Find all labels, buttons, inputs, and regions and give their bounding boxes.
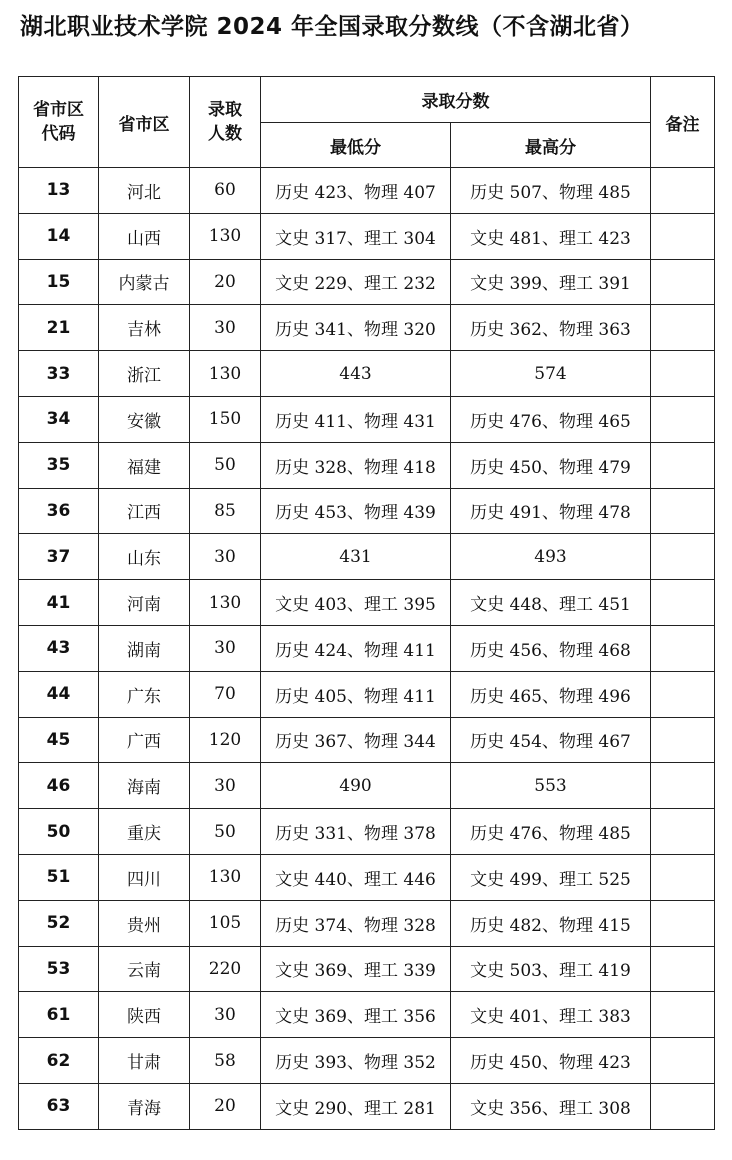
admit-count-cell: 105	[190, 900, 261, 946]
table-row	[19, 992, 715, 1038]
province-cell: 吉林	[99, 305, 190, 351]
max-score-cell: 历史 491、物理 478	[451, 488, 651, 534]
province-cell: 河南	[99, 580, 190, 626]
min-score-cell: 文史 440、理工 446	[261, 854, 451, 900]
note-cell	[651, 488, 715, 534]
max-score-cell: 文史 399、理工 391	[451, 259, 651, 305]
province-code-cell: 14	[19, 213, 99, 259]
table-row	[19, 763, 715, 809]
header-score-group: 录取分数	[261, 77, 651, 123]
province-cell: 云南	[99, 946, 190, 992]
note-cell	[651, 992, 715, 1038]
note-cell	[651, 534, 715, 580]
province-cell: 贵州	[99, 900, 190, 946]
max-score-cell: 文史 356、理工 308	[451, 1083, 651, 1129]
admit-count-cell: 30	[190, 625, 261, 671]
province-code-cell: 63	[19, 1083, 99, 1129]
note-cell	[651, 305, 715, 351]
admit-count-cell: 220	[190, 946, 261, 992]
table-row	[19, 809, 715, 855]
table-row	[19, 717, 715, 763]
max-score-cell: 文史 481、理工 423	[451, 213, 651, 259]
max-score-cell: 文史 499、理工 525	[451, 854, 651, 900]
max-score-cell: 553	[451, 763, 651, 809]
note-cell	[651, 671, 715, 717]
min-score-cell: 历史 341、物理 320	[261, 305, 451, 351]
note-cell	[651, 763, 715, 809]
max-score-cell: 文史 503、理工 419	[451, 946, 651, 992]
admit-count-cell: 20	[190, 1083, 261, 1129]
min-score-cell: 文史 403、理工 395	[261, 580, 451, 626]
admit-count-cell: 150	[190, 396, 261, 442]
admit-count-cell: 130	[190, 351, 261, 397]
min-score-cell: 431	[261, 534, 451, 580]
province-cell: 安徽	[99, 396, 190, 442]
note-cell	[651, 168, 715, 214]
table-row	[19, 305, 715, 351]
table-row	[19, 946, 715, 992]
table-row	[19, 442, 715, 488]
min-score-cell: 文史 229、理工 232	[261, 259, 451, 305]
admit-count-cell: 130	[190, 854, 261, 900]
admit-count-cell: 85	[190, 488, 261, 534]
admit-count-cell: 130	[190, 580, 261, 626]
table-row	[19, 1083, 715, 1129]
max-score-cell: 历史 476、物理 465	[451, 396, 651, 442]
max-score-cell: 历史 450、物理 479	[451, 442, 651, 488]
note-cell	[651, 900, 715, 946]
admit-count-cell: 30	[190, 305, 261, 351]
admit-count-cell: 20	[190, 259, 261, 305]
note-cell	[651, 809, 715, 855]
note-cell	[651, 1083, 715, 1129]
admit-count-cell: 120	[190, 717, 261, 763]
note-cell	[651, 946, 715, 992]
province-code-cell: 41	[19, 580, 99, 626]
province-cell: 四川	[99, 854, 190, 900]
province-cell: 山西	[99, 213, 190, 259]
header-admit-count	[190, 77, 261, 168]
province-code-cell: 53	[19, 946, 99, 992]
table-row	[19, 625, 715, 671]
province-code-cell: 13	[19, 168, 99, 214]
note-cell	[651, 1038, 715, 1084]
min-score-cell: 历史 328、物理 418	[261, 442, 451, 488]
admit-count-cell: 60	[190, 168, 261, 214]
province-cell: 陕西	[99, 992, 190, 1038]
table-row	[19, 580, 715, 626]
province-cell: 浙江	[99, 351, 190, 397]
table-row	[19, 1038, 715, 1084]
max-score-cell: 493	[451, 534, 651, 580]
table-row	[19, 671, 715, 717]
page-title: 湖北职业技术学院 2024 年全国录取分数线（不含湖北省）	[20, 14, 644, 40]
province-cell: 海南	[99, 763, 190, 809]
table-row	[19, 351, 715, 397]
header-province-code-label: 省市区 代码	[33, 100, 84, 144]
max-score-cell: 历史 507、物理 485	[451, 168, 651, 214]
max-score-cell: 历史 362、物理 363	[451, 305, 651, 351]
province-cell: 重庆	[99, 809, 190, 855]
note-cell	[651, 213, 715, 259]
min-score-cell: 历史 424、物理 411	[261, 625, 451, 671]
header-province-code	[19, 77, 99, 168]
note-cell	[651, 259, 715, 305]
max-score-cell: 文史 448、理工 451	[451, 580, 651, 626]
table-row	[19, 854, 715, 900]
note-cell	[651, 351, 715, 397]
province-code-cell: 21	[19, 305, 99, 351]
note-cell	[651, 580, 715, 626]
province-code-cell: 35	[19, 442, 99, 488]
header-note: 备注	[651, 77, 715, 168]
province-code-cell: 52	[19, 900, 99, 946]
province-cell: 福建	[99, 442, 190, 488]
province-code-cell: 33	[19, 351, 99, 397]
max-score-cell: 历史 454、物理 467	[451, 717, 651, 763]
min-score-cell: 历史 405、物理 411	[261, 671, 451, 717]
admission-scores-table	[18, 76, 715, 1130]
province-cell: 河北	[99, 168, 190, 214]
province-code-cell: 45	[19, 717, 99, 763]
max-score-cell: 历史 482、物理 415	[451, 900, 651, 946]
province-cell: 广西	[99, 717, 190, 763]
table-row	[19, 396, 715, 442]
province-code-cell: 50	[19, 809, 99, 855]
max-score-cell: 文史 401、理工 383	[451, 992, 651, 1038]
table-row	[19, 213, 715, 259]
province-cell: 山东	[99, 534, 190, 580]
min-score-cell: 490	[261, 763, 451, 809]
province-code-cell: 15	[19, 259, 99, 305]
admit-count-cell: 30	[190, 763, 261, 809]
province-code-cell: 43	[19, 625, 99, 671]
province-cell: 湖南	[99, 625, 190, 671]
admit-count-cell: 30	[190, 992, 261, 1038]
province-code-cell: 62	[19, 1038, 99, 1084]
min-score-cell: 历史 453、物理 439	[261, 488, 451, 534]
province-code-cell: 51	[19, 854, 99, 900]
table-row	[19, 259, 715, 305]
table-row	[19, 900, 715, 946]
min-score-cell: 历史 411、物理 431	[261, 396, 451, 442]
province-code-cell: 61	[19, 992, 99, 1038]
note-cell	[651, 442, 715, 488]
admit-count-cell: 130	[190, 213, 261, 259]
min-score-cell: 文史 290、理工 281	[261, 1083, 451, 1129]
province-code-cell: 44	[19, 671, 99, 717]
province-cell: 江西	[99, 488, 190, 534]
province-cell: 广东	[99, 671, 190, 717]
table-row	[19, 534, 715, 580]
admit-count-cell: 30	[190, 534, 261, 580]
min-score-cell: 历史 374、物理 328	[261, 900, 451, 946]
header-province: 省市区	[99, 77, 190, 168]
note-cell	[651, 625, 715, 671]
header-min-score: 最低分	[261, 123, 451, 168]
header-max-score: 最高分	[451, 123, 651, 168]
min-score-cell: 文史 369、理工 339	[261, 946, 451, 992]
admit-count-cell: 58	[190, 1038, 261, 1084]
province-cell: 甘肃	[99, 1038, 190, 1084]
province-cell: 内蒙古	[99, 259, 190, 305]
min-score-cell: 历史 331、物理 378	[261, 809, 451, 855]
province-cell: 青海	[99, 1083, 190, 1129]
min-score-cell: 历史 367、物理 344	[261, 717, 451, 763]
min-score-cell: 历史 393、物理 352	[261, 1038, 451, 1084]
max-score-cell: 历史 450、物理 423	[451, 1038, 651, 1084]
table-body	[19, 168, 715, 1130]
min-score-cell: 文史 369、理工 356	[261, 992, 451, 1038]
province-code-cell: 34	[19, 396, 99, 442]
header-admit-count-label: 录取 人数	[208, 100, 242, 144]
max-score-cell: 历史 465、物理 496	[451, 671, 651, 717]
province-code-cell: 37	[19, 534, 99, 580]
note-cell	[651, 854, 715, 900]
admit-count-cell: 70	[190, 671, 261, 717]
note-cell	[651, 396, 715, 442]
province-code-cell: 36	[19, 488, 99, 534]
max-score-cell: 574	[451, 351, 651, 397]
max-score-cell: 历史 476、物理 485	[451, 809, 651, 855]
table-row	[19, 488, 715, 534]
note-cell	[651, 717, 715, 763]
province-code-cell: 46	[19, 763, 99, 809]
admit-count-cell: 50	[190, 809, 261, 855]
table-row	[19, 168, 715, 214]
max-score-cell: 历史 456、物理 468	[451, 625, 651, 671]
min-score-cell: 文史 317、理工 304	[261, 213, 451, 259]
min-score-cell: 历史 423、物理 407	[261, 168, 451, 214]
admit-count-cell: 50	[190, 442, 261, 488]
min-score-cell: 443	[261, 351, 451, 397]
